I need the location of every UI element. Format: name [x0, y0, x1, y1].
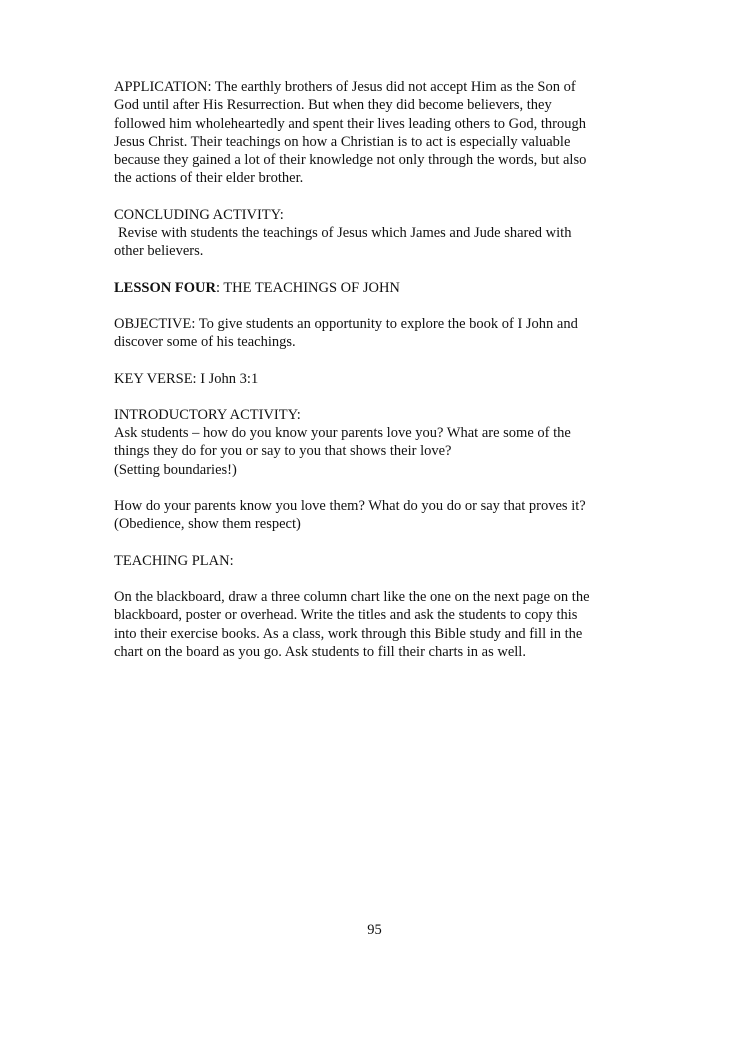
parents-question-line: (Obedience, show them respect)	[114, 516, 301, 533]
concluding-activity-heading: CONCLUDING ACTIVITY:	[114, 206, 284, 223]
key-verse-text: KEY VERSE: I John 3:1	[114, 370, 259, 387]
lesson-title: : THE TEACHINGS OF JOHN	[215, 279, 400, 296]
application-line: followed him wholeheartedly and spent their lives leading others to God, through	[114, 115, 586, 132]
introductory-activity-line: (Setting boundaries!)	[114, 461, 237, 478]
application-paragraph	[114, 78, 614, 188]
application-line: because they gained a lot of their knowledge not only through the words, but also	[114, 152, 587, 169]
application-line: APPLICATION: The earthly brothers of Jesus did not accept Him as the Son of	[114, 79, 576, 95]
concluding-activity-section	[114, 206, 614, 261]
objective-line: discover some of his teachings.	[114, 334, 296, 351]
objective-line: OBJECTIVE: To give students an opportunity to explore the book of I John and	[114, 315, 578, 332]
parents-question-paragraph	[114, 497, 614, 534]
teaching-plan-line: blackboard, poster or overhead. Write the titles and ask the students to copy this	[114, 607, 578, 624]
lesson-label: LESSON FOUR	[114, 279, 216, 296]
teaching-plan-heading: TEACHING PLAN:	[114, 552, 234, 569]
teaching-plan-heading-paragraph	[114, 552, 614, 570]
application-line: the actions of their elder brother.	[114, 170, 304, 187]
teaching-plan-line: chart on the board as you go. Ask students to fill their charts in as well.	[114, 643, 526, 660]
page-content	[114, 78, 614, 679]
introductory-activity-line: things they do for you or say to you that shows their love?	[114, 443, 452, 460]
introductory-activity-line: Ask students – how do you know your parents love you? What are some of the	[114, 425, 571, 442]
introductory-activity-section	[114, 406, 614, 479]
concluding-activity-line: Revise with students the teachings of Jesus which James and Jude shared with	[118, 225, 572, 242]
teaching-plan-line: On the blackboard, draw a three column chart like the one on the next page on the	[114, 588, 590, 605]
key-verse	[114, 370, 614, 388]
concluding-activity-line: other believers.	[114, 243, 204, 260]
application-line: God until after His Resurrection. But when they did become believers, they	[114, 97, 552, 114]
teaching-plan-line: into their exercise books. As a class, work through this Bible study and fill in the	[114, 625, 583, 642]
objective-paragraph	[114, 315, 614, 352]
lesson-heading	[114, 279, 614, 297]
application-line: Jesus Christ. Their teachings on how a Christian is to act is especially valuable	[114, 133, 571, 150]
teaching-plan-paragraph	[114, 588, 614, 661]
parents-question-line: How do your parents know you love them? What do you do or say that proves it?	[114, 498, 586, 515]
introductory-activity-heading: INTRODUCTORY ACTIVITY:	[114, 406, 301, 423]
page-number: 95	[367, 922, 382, 938]
